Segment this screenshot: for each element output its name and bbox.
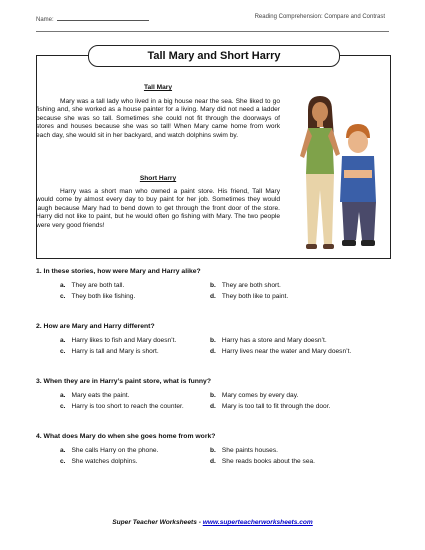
option-letter: b.	[210, 447, 216, 454]
harry-figure	[340, 124, 376, 246]
story1-heading: Tall Mary	[143, 84, 173, 91]
question-4: 4. What does Mary do when she goes home from work?	[36, 433, 216, 440]
option-text: They both like to paint.	[221, 293, 289, 300]
q2-option-d[interactable]	[210, 348, 351, 355]
q4-option-d[interactable]	[210, 458, 315, 465]
footer-separator: -	[196, 519, 203, 526]
option-text: She watches dolphins.	[71, 458, 138, 465]
q4-option-a[interactable]	[60, 447, 158, 454]
option-letter: a.	[60, 337, 66, 344]
option-text: Harry has a store and Mary doesn’t.	[221, 337, 327, 344]
name-label: Name:	[36, 17, 54, 23]
option-text: Harry likes to fish and Mary doesn’t.	[71, 337, 177, 344]
option-letter: d.	[210, 293, 216, 300]
question-3: 3. When they are in Harry’s paint store, what is funny?	[36, 378, 211, 385]
q1-option-a[interactable]	[60, 282, 124, 289]
option-letter: b.	[210, 282, 216, 289]
q2-option-c[interactable]	[60, 348, 159, 355]
q1-option-c[interactable]	[60, 293, 135, 300]
option-text: Mary eats the paint.	[71, 392, 130, 399]
q3-option-b[interactable]	[210, 392, 298, 399]
option-letter: a.	[60, 447, 66, 454]
option-text: She paints houses.	[221, 447, 278, 454]
q3-option-d[interactable]	[210, 403, 330, 410]
option-text: They both like fishing.	[71, 293, 136, 300]
option-text: They are both tall.	[71, 282, 125, 289]
header-rule	[36, 31, 389, 32]
option-text: Mary comes by every day.	[221, 392, 299, 399]
option-letter: d.	[210, 458, 216, 465]
option-text: She calls Harry on the phone.	[71, 447, 159, 454]
option-text: They are both short.	[221, 282, 281, 289]
question-1: 1. In these stories, how were Mary and Harry alike?	[36, 268, 201, 275]
q4-option-b[interactable]	[210, 447, 278, 454]
option-letter: a.	[60, 282, 66, 289]
q1-option-d[interactable]	[210, 293, 288, 300]
option-letter: c.	[60, 403, 66, 410]
question-2: 2. How are Mary and Harry different?	[36, 323, 155, 330]
q2-option-a[interactable]	[60, 337, 176, 344]
q3-option-c[interactable]	[60, 403, 184, 410]
option-letter: b.	[210, 392, 216, 399]
option-text: Harry is too short to reach the counter.	[71, 403, 184, 410]
name-line[interactable]	[57, 14, 149, 21]
option-text: Mary is too tall to fit through the door.	[221, 403, 331, 410]
option-letter: d.	[210, 348, 216, 355]
option-letter: a.	[60, 392, 66, 399]
page-title: Tall Mary and Short Harry	[88, 45, 340, 67]
name-field[interactable]	[36, 14, 149, 23]
q1-option-b[interactable]	[210, 282, 281, 289]
q2-option-b[interactable]	[210, 337, 327, 344]
footer-brand: Super Teacher Worksheets	[112, 519, 197, 526]
option-letter: c.	[60, 293, 66, 300]
option-text: Harry is tall and Mary is short.	[71, 348, 159, 355]
q4-option-c[interactable]	[60, 458, 137, 465]
story1-text: Mary was a tall lady who lived in a big house near the sea. She liked to go fishing and, she worked as a house painter for a living. Mary did not need a ladder because she was so tall. Sometimes she could not fit through the doorways of stores and houses because she was so tall! When Mary came home from work each day, she would sit in her backyard, and watch dolphins swim by.	[36, 98, 280, 139]
option-letter: c.	[60, 348, 66, 355]
story2-text: Harry was a short man who owned a paint store. His friend, Tall Mary would come by almost every day to buy paint for her job. Sometimes they would laugh because Mary had to bend down to get through the front door of the store. Harry did not like to paint, but he would often go fishing with Mary. The two people were very good friends!	[36, 188, 280, 229]
footer-link[interactable]: www.superteacherworksheets.com	[202, 519, 313, 526]
footer	[0, 519, 425, 526]
option-letter: d.	[210, 403, 216, 410]
subject-label: Reading Comprehension: Compare and Contrast	[254, 14, 385, 20]
option-letter: b.	[210, 337, 216, 344]
mary-harry-illustration	[286, 94, 386, 254]
story2-heading: Short Harry	[139, 175, 177, 182]
q3-option-a[interactable]	[60, 392, 129, 399]
option-letter: c.	[60, 458, 66, 465]
option-text: She reads books about the sea.	[221, 458, 315, 465]
mary-figure	[300, 96, 340, 249]
option-text: Harry lives near the water and Mary doesn’t.	[221, 348, 352, 355]
